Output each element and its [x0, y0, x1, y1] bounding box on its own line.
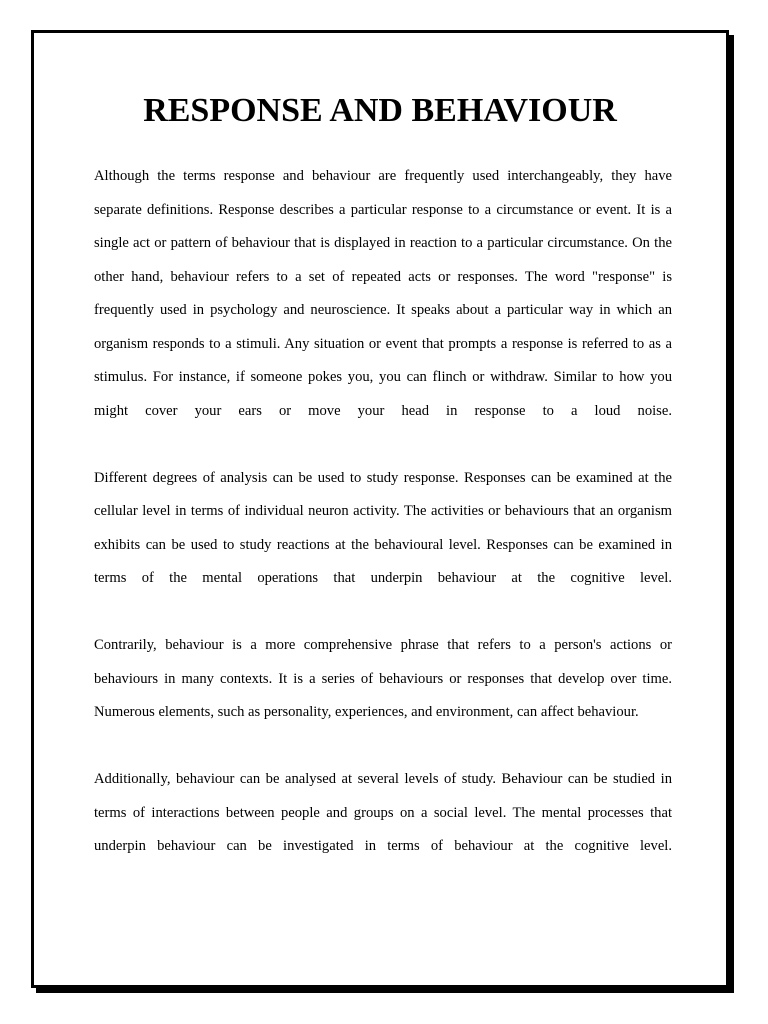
document-page [31, 30, 729, 988]
paragraph-2: Different degrees of analysis can be used to study response. Responses can be examined at the cellular level in terms of individual neuron activity. The activities or behaviours that an organism exhibits can be used to study reactions at the behavioural level. Responses can be examined in terms of the mental operations that underpin behaviour at the cognitive level. [94, 469, 672, 586]
paragraph-4: Additionally, behaviour can be analysed at several levels of study. Behaviour can be studied in terms of interactions between people and groups on a social level. The mental processes that underpin behaviour can be investigated in terms of behaviour at the cognitive level. [94, 771, 672, 854]
document-body [94, 160, 672, 897]
page-title: RESPONSE AND BEHAVIOUR [143, 92, 617, 129]
paragraph-1: Although the terms response and behaviour are frequently used interchangeably, they have separate definitions. Response describes a particular response to a circumstance or event. It is a single act or pattern of behaviour that is displayed in reaction to a particular circumstance. On the other hand, behaviour refers to a set of repeated acts or responses. The word "response" is frequently used in psychology and neuroscience. It speaks about a particular way in which an organism responds to a stimuli. Any situation or event that prompts a response is referred to as a stimulus. For instance, if someone pokes you, you can flinch or withdraw. Similar to how you might cover your ears or move your head in response to a loud noise. [94, 168, 672, 419]
paragraph-3: Contrarily, behaviour is a more comprehensive phrase that refers to a person's actions or behaviours in many contexts. It is a series of behaviours or responses that develop over time. Numerous elements, such as personality, experiences, and environment, can affect behaviour. [94, 637, 672, 720]
